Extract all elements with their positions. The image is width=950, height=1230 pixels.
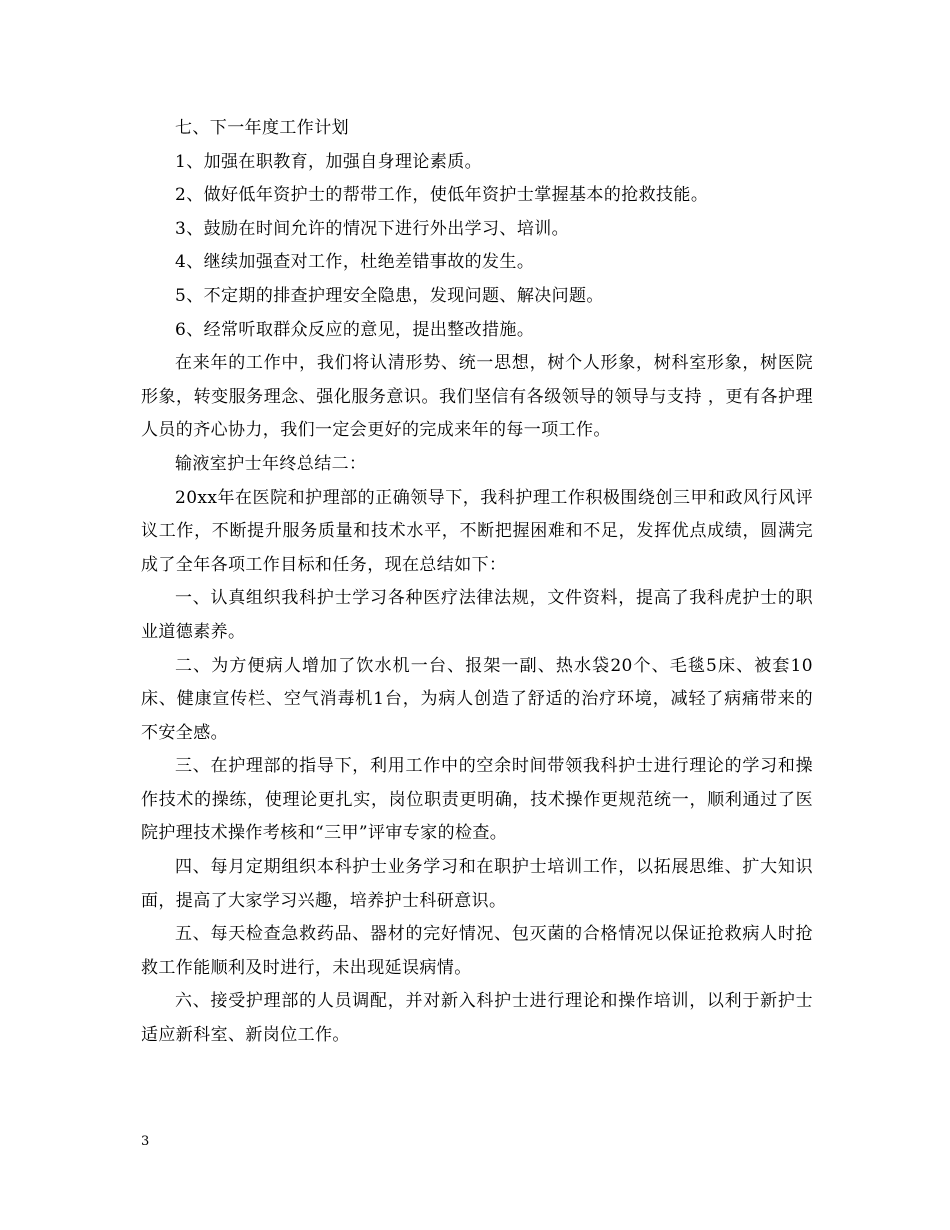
plan-item-1: 1、加强在职教育，加强自身理论素质。: [175, 151, 483, 172]
section-heading-plan: 七、下一年度工作计划: [175, 118, 349, 138]
summary-point-3: 三、在护理部的指导下，利用工作中的空余时间带领我科护士进行理论的学习和操作技术的操练，使理论更扎实，岗位职责更明确，技术操作更规范统一，顺利通过了医院护理技术操作考核和“三甲”评审专家的检查。: [141, 756, 813, 844]
plan-item-3: 3、鼓励在时间允许的情况下进行外出学习、培训。: [175, 218, 570, 239]
summary-point-1: 一、认真组织我科护士学习各种医疗法律法规，文件资料，提高了我科虎护士的职业道德素养。: [141, 588, 813, 642]
plan-item-2: 2、做好低年资护士的帮带工作，使低年资护士掌握基本的抢救技能。: [175, 185, 709, 206]
document-body: [141, 112, 813, 1053]
summary-point-5: 五、每天检查急救药品、器材的完好情况、包灭菌的合格情况以保证抢救病人时抢救工作能顺利及时进行，未出现延误病情。: [141, 924, 813, 978]
summary-two-heading: 输液室护士年终总结二：: [175, 453, 367, 474]
page-number: 3: [141, 1134, 150, 1149]
plan-item-5: 5、不定期的排查护理安全隐患，发现问题、解决问题。: [175, 285, 604, 306]
summary-point-2: 二、为方便病人增加了饮水机一台、报架一副、热水袋20个、毛毯5床、被套10床、健康宣传栏、空气消毒机1台，为病人创造了舒适的治疗环境，减轻了病痛带来的不安全感。: [141, 655, 813, 743]
closing-paragraph: 在来年的工作中，我们将认清形势、统一思想，树个人形象，树科室形象，树医院形象，转变服务理念、强化服务意识。我们坚信有各级领导的领导与支持 ，更有各护理人员的齐心协力，我们一定会更好的完成来年的每一项工作。: [141, 353, 813, 441]
plan-item-4: 4、继续加强查对工作，杜绝差错事故的发生。: [175, 252, 535, 273]
summary-intro-paragraph: 20xx年在医院和护理部的正确领导下，我科护理工作积极围绕创三甲和政风行风评议工作，不断提升服务质量和技术水平，不断把握困难和不足，发挥优点成绩，圆满完成了全年各项工作目标和任务，现在总结如下：: [141, 487, 813, 575]
summary-point-6: 六、接受护理部的人员调配，并对新入科护士进行理论和操作培训，以利于新护士适应新科室、新岗位工作。: [141, 991, 813, 1046]
plan-item-6: 6、经常听取群众反应的意见，提出整改措施。: [175, 319, 535, 340]
summary-point-4: 四、每月定期组织本科护士业务学习和在职护士培训工作，以拓展思维、扩大知识面，提高了大家学习兴趣，培养护士科研意识。: [141, 857, 813, 911]
